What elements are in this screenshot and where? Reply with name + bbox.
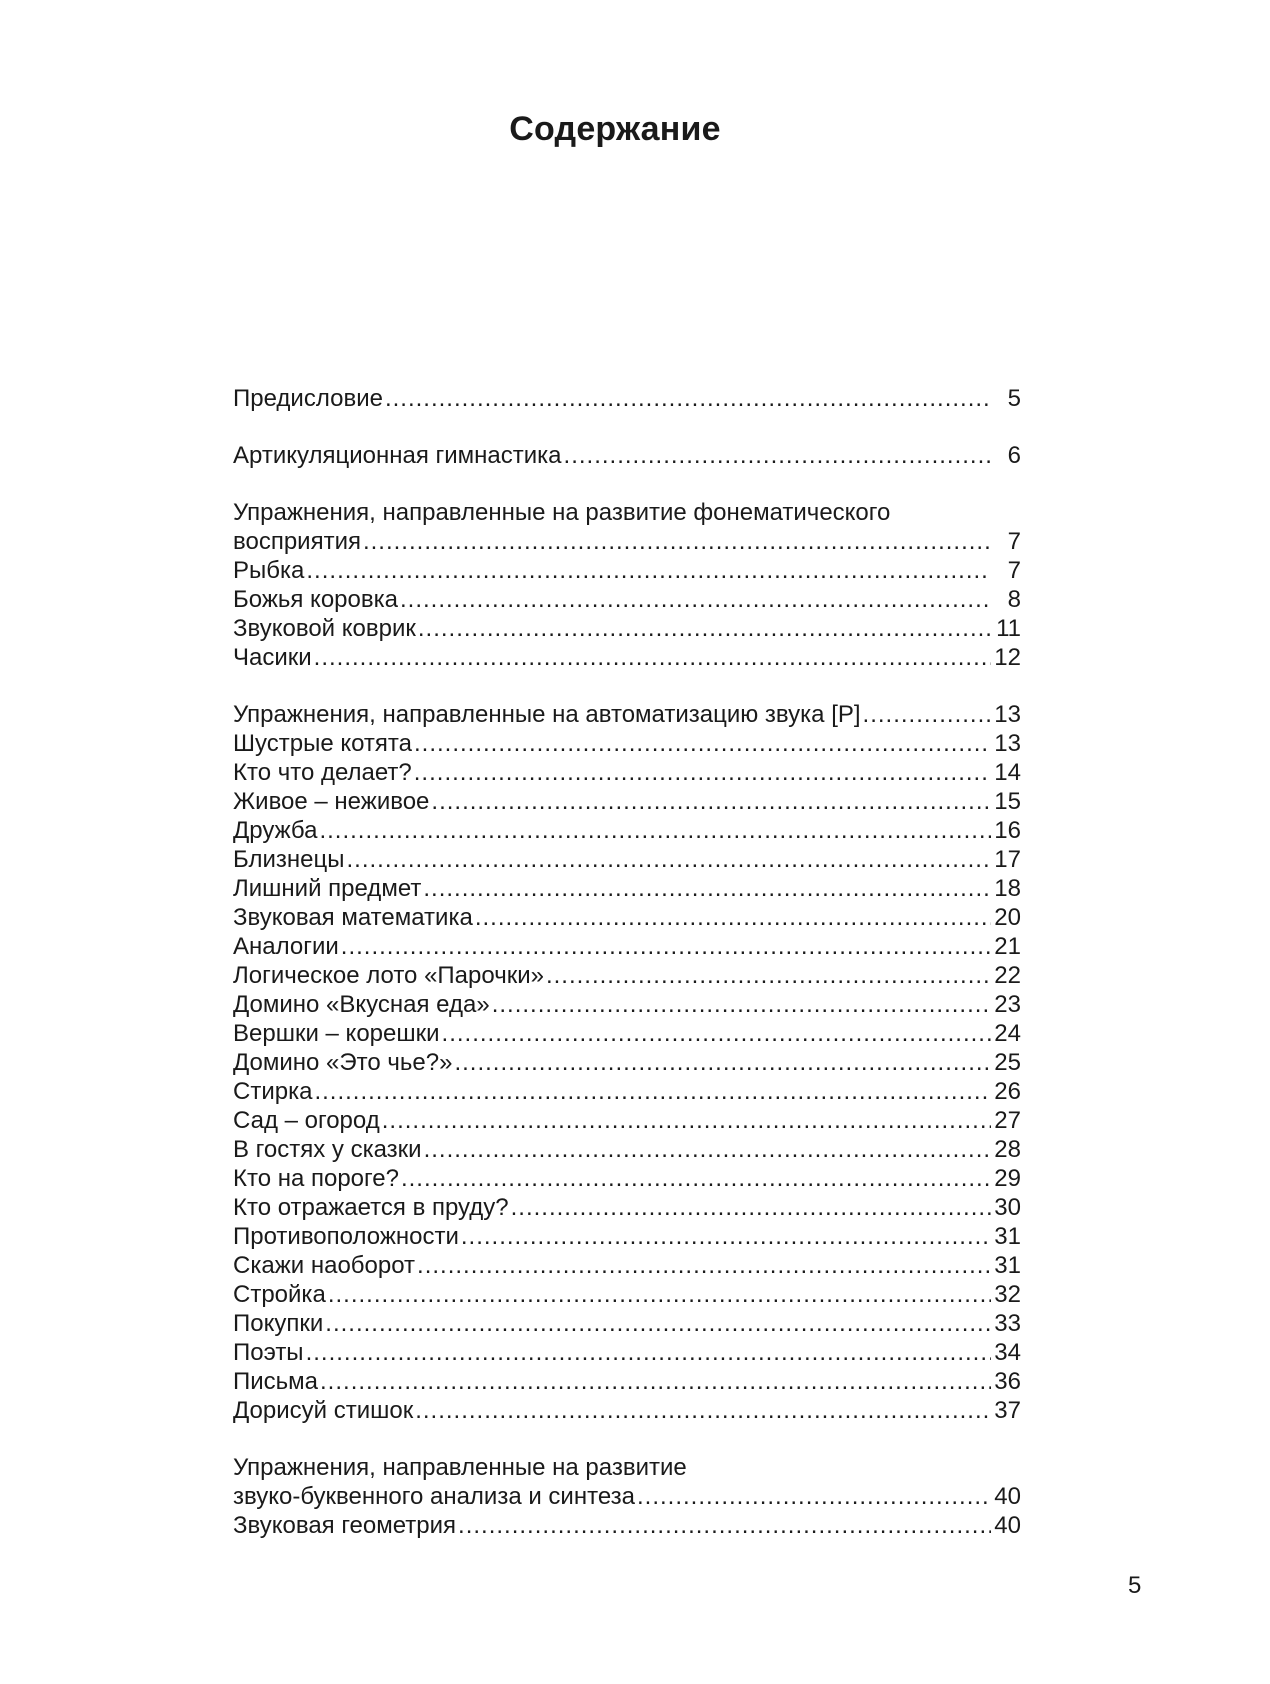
toc-entry-page: 5: [1007, 385, 1021, 412]
toc-entry-label: Поэты: [233, 1339, 304, 1366]
toc-entry-page: 11: [996, 615, 1021, 642]
toc-entry[interactable]: [233, 1048, 1021, 1077]
toc-entry[interactable]: [233, 643, 1021, 672]
toc-entry-label: Кто что делает?: [233, 759, 412, 786]
dot-leader: [319, 816, 991, 845]
section-gap: [233, 413, 1021, 441]
toc-entry-page: 21: [994, 933, 1021, 960]
page-number: 5: [1128, 1572, 1142, 1599]
toc-entry[interactable]: [233, 1164, 1021, 1193]
toc-entry-page: 30: [994, 1194, 1021, 1221]
dot-leader: [320, 1367, 991, 1396]
toc-entry-page: 14: [994, 759, 1021, 786]
dot-leader: [475, 903, 991, 932]
toc-entry[interactable]: [233, 527, 1021, 556]
dot-leader: [401, 1164, 991, 1193]
dot-leader: [415, 1396, 991, 1425]
dot-leader: [492, 990, 991, 1019]
toc-entry[interactable]: [233, 700, 1021, 729]
toc-entry[interactable]: [233, 1482, 1021, 1511]
toc-entry-page: 40: [994, 1483, 1021, 1510]
toc-entry-label: Дорисуй стишок: [233, 1397, 414, 1424]
page-title: Содержание: [509, 110, 721, 148]
toc-entry[interactable]: [233, 729, 1021, 758]
dot-leader: [382, 1106, 991, 1135]
toc-entry-label: Письма: [233, 1368, 319, 1395]
toc-entry-page: 13: [994, 701, 1021, 728]
dot-leader: [347, 845, 992, 874]
toc-entry-page: 37: [994, 1397, 1021, 1424]
toc-entry-label: Кто отражается в пруду?: [233, 1194, 509, 1221]
toc-entry-label: Стройка: [233, 1281, 326, 1308]
toc-section-heading: Упражнения, направленные на развитие фонематического: [233, 499, 891, 526]
toc-entry-label: Звуковой коврик: [233, 615, 416, 642]
toc-entry-label: Кто на пороге?: [233, 1165, 399, 1192]
toc-entry-page: 27: [994, 1107, 1021, 1134]
toc-section-heading: Упражнения, направленные на развитие: [233, 1454, 687, 1481]
toc-entry-label: Стирка: [233, 1078, 313, 1105]
toc-entry-label: В гостях у сказки: [233, 1136, 422, 1163]
toc-entry-label: Покупки: [233, 1310, 324, 1337]
dot-leader: [385, 384, 991, 413]
toc-entry[interactable]: [233, 1251, 1021, 1280]
toc-entry-label: Близнецы: [233, 846, 345, 873]
toc-entry[interactable]: [233, 1222, 1021, 1251]
toc-entry-page: 34: [994, 1339, 1021, 1366]
toc-entry-page: 7: [1007, 528, 1021, 555]
toc-entry-page: 26: [994, 1078, 1021, 1105]
toc-entry-label: Рыбка: [233, 557, 305, 584]
dot-leader: [341, 932, 991, 961]
toc-entry[interactable]: [233, 1511, 1021, 1540]
toc-entry-label: Сад – огород: [233, 1107, 380, 1134]
toc-entry-page: 13: [994, 730, 1021, 757]
toc-entry[interactable]: [233, 441, 1021, 470]
toc-entry[interactable]: [233, 1280, 1021, 1309]
toc-entry-page: 28: [994, 1136, 1021, 1163]
toc-entry-label: Шустрые котята: [233, 730, 412, 757]
toc-entry[interactable]: [233, 1367, 1021, 1396]
toc-entry-page: 25: [994, 1049, 1021, 1076]
toc-entry-label: Живое – неживое: [233, 788, 430, 815]
toc-entry-page: 7: [1007, 557, 1021, 584]
toc-entry-page: 6: [1007, 442, 1021, 469]
toc-entry-page: 22: [994, 962, 1021, 989]
dot-leader: [314, 1077, 991, 1106]
toc-entry[interactable]: [233, 1135, 1021, 1164]
toc-entry-page: 31: [994, 1252, 1021, 1279]
dot-leader: [306, 1338, 991, 1367]
toc-entry[interactable]: [233, 961, 1021, 990]
toc-entry[interactable]: [233, 556, 1021, 585]
toc-entry[interactable]: [233, 1309, 1021, 1338]
toc-entry-page: 16: [994, 817, 1021, 844]
toc-entry-label: Противоположности: [233, 1223, 459, 1250]
toc-entry[interactable]: [233, 1077, 1021, 1106]
dot-leader: [306, 556, 991, 585]
toc-entry-label: Предисловие: [233, 385, 383, 412]
dot-leader: [325, 1309, 991, 1338]
dot-leader: [546, 961, 991, 990]
dot-leader: [414, 729, 991, 758]
toc-entry-label: Божья коровка: [233, 586, 398, 613]
toc-entry[interactable]: [233, 585, 1021, 614]
toc-entry[interactable]: [233, 758, 1021, 787]
toc-entry-label: Дружба: [233, 817, 318, 844]
dot-leader: [461, 1222, 991, 1251]
toc-entry-label: восприятия: [233, 528, 361, 555]
toc-entry[interactable]: [233, 1019, 1021, 1048]
toc-entry[interactable]: [233, 903, 1021, 932]
toc-entry-page: 24: [994, 1020, 1021, 1047]
dot-leader: [637, 1482, 991, 1511]
toc-entry[interactable]: [233, 874, 1021, 903]
dot-leader: [564, 441, 991, 470]
dot-leader: [458, 1511, 991, 1540]
toc-entry-page: 17: [994, 846, 1021, 873]
toc-entry-label: Артикуляционная гимнастика: [233, 442, 562, 469]
toc-entry-page: 12: [994, 644, 1021, 671]
toc-entry-label: Скажи наоборот: [233, 1252, 416, 1279]
toc-entry-label: Лишний предмет: [233, 875, 422, 902]
toc-entry[interactable]: [233, 990, 1021, 1019]
toc-entry-page: 15: [994, 788, 1021, 815]
toc-entry-page: 29: [994, 1165, 1021, 1192]
toc-entry-label: Вершки – корешки: [233, 1020, 440, 1047]
toc-entry[interactable]: [233, 614, 1021, 643]
toc-entry[interactable]: [233, 932, 1021, 961]
toc-entry-label: Звуковая геометрия: [233, 1512, 457, 1539]
toc-entry[interactable]: [233, 1338, 1021, 1367]
toc-entry-label: Звуковая математика: [233, 904, 473, 931]
toc-entry-label: Логическое лото «Парочки»: [233, 962, 544, 989]
dot-leader: [454, 1048, 991, 1077]
toc-entry-page: 40: [994, 1512, 1021, 1539]
section-gap: [233, 1425, 1021, 1453]
toc-entry[interactable]: [233, 1396, 1021, 1425]
table-of-contents: [233, 384, 1021, 1540]
toc-entry-page: 8: [1007, 586, 1021, 613]
dot-leader: [314, 643, 991, 672]
toc-entry-label: Аналогии: [233, 933, 339, 960]
toc-entry[interactable]: [233, 845, 1021, 874]
toc-entry-page: 18: [994, 875, 1021, 902]
dot-leader: [431, 787, 991, 816]
dot-leader: [414, 758, 991, 787]
toc-entry[interactable]: [233, 384, 1021, 413]
toc-entry-page: 20: [994, 904, 1021, 931]
dot-leader: [424, 1135, 991, 1164]
toc-entry-page: 23: [994, 991, 1021, 1018]
dot-leader: [423, 874, 991, 903]
toc-entry-label: Упражнения, направленные на автоматизацию звука [Р]: [233, 701, 861, 728]
toc-entry-label: Домино «Это чье?»: [233, 1049, 453, 1076]
toc-entry-label: Домино «Вкусная еда»: [233, 991, 490, 1018]
dot-leader: [328, 1280, 991, 1309]
toc-entry[interactable]: [233, 1106, 1021, 1135]
section-gap: [233, 470, 1021, 498]
toc-entry-page: 32: [994, 1281, 1021, 1308]
dot-leader: [418, 614, 991, 643]
dot-leader: [417, 1251, 991, 1280]
toc-entry[interactable]: [233, 816, 1021, 845]
toc-entry[interactable]: [233, 787, 1021, 816]
section-gap: [233, 672, 1021, 700]
toc-entry-page: 33: [994, 1310, 1021, 1337]
toc-entry-page: 31: [994, 1223, 1021, 1250]
toc-entry[interactable]: [233, 1193, 1021, 1222]
dot-leader: [400, 585, 991, 614]
toc-entry-page: 36: [994, 1368, 1021, 1395]
toc-entry-label: звуко-буквенного анализа и синтеза: [233, 1483, 635, 1510]
dot-leader: [863, 700, 991, 729]
dot-leader: [442, 1019, 991, 1048]
dot-leader: [511, 1193, 991, 1222]
toc-entry-label: Часики: [233, 644, 312, 671]
dot-leader: [363, 527, 991, 556]
